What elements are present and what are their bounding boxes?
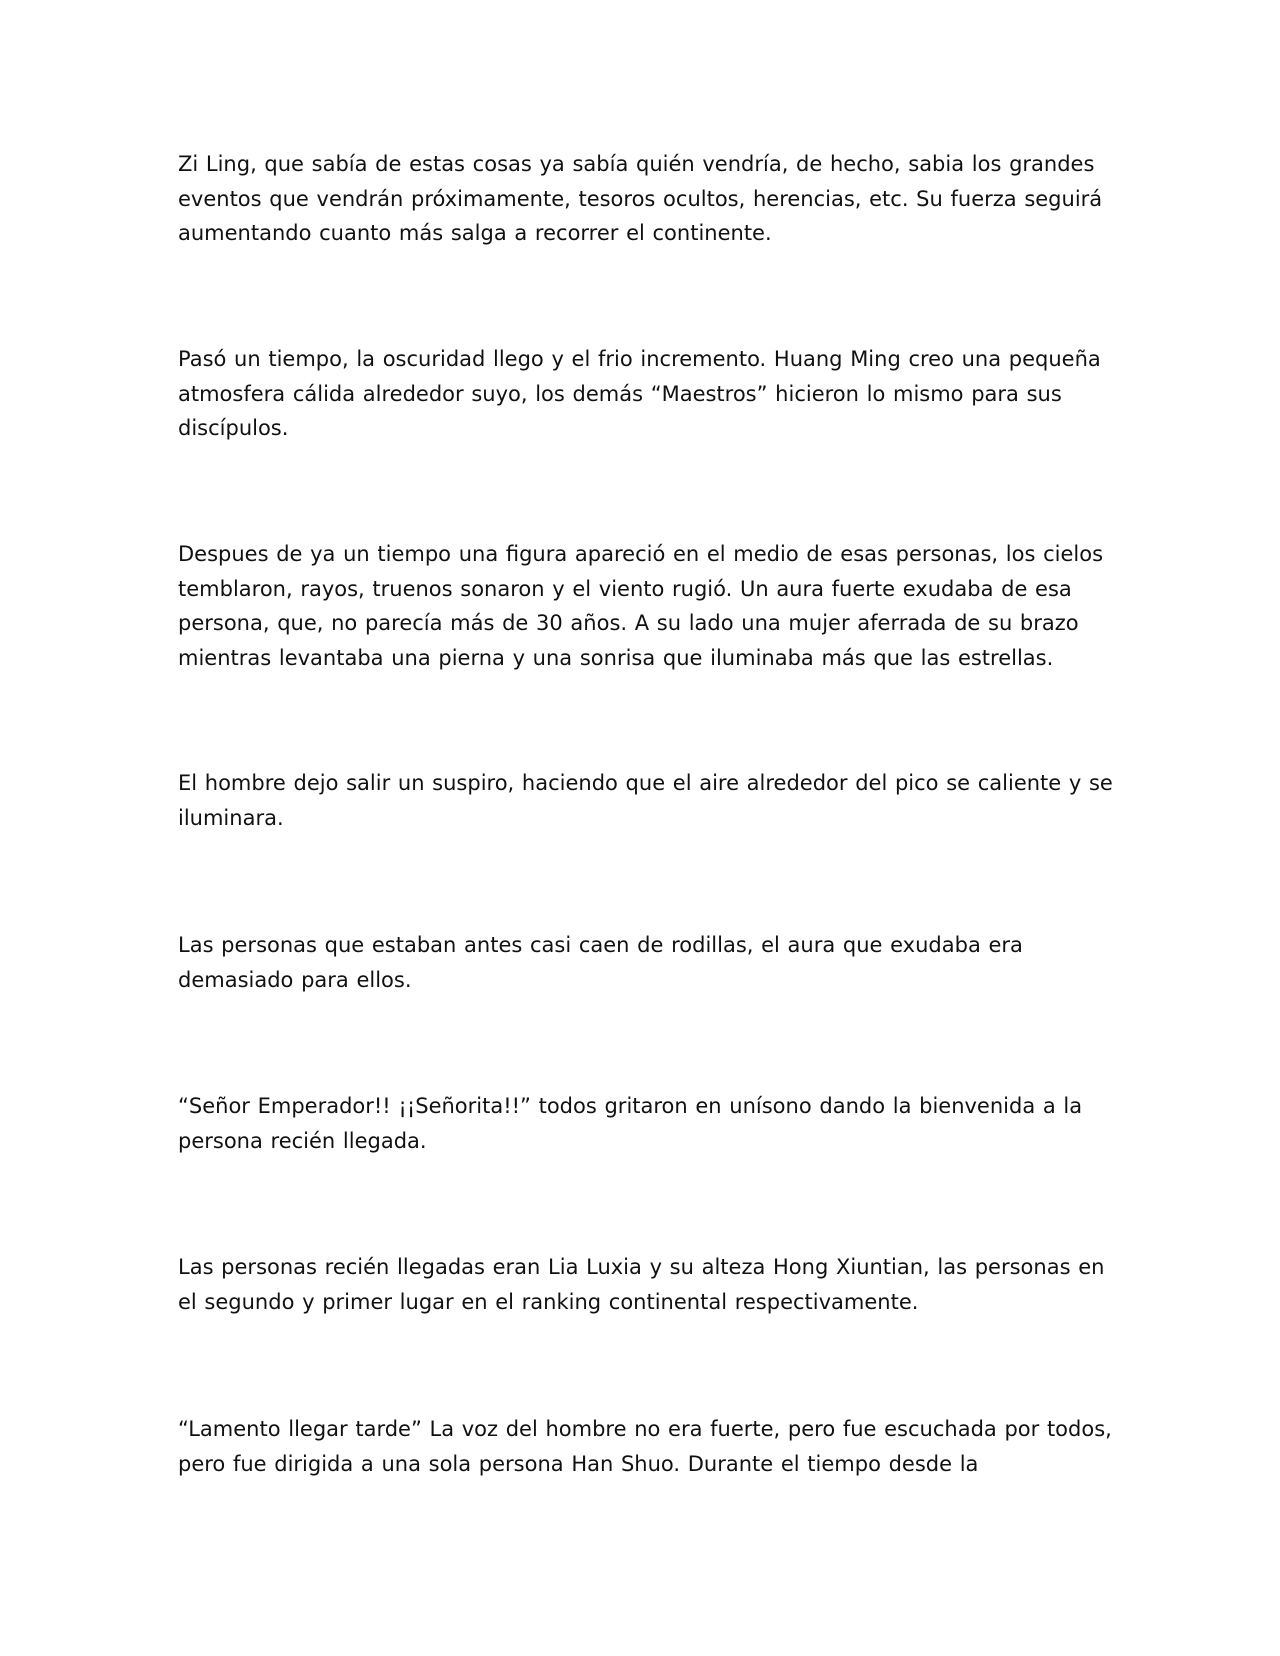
- paragraph: Pasó un tiempo, la oscuridad llego y el frio incremento. Huang Ming creo una pequeña atmosfera cálida alrededor suyo, los demás “Maestros” hicieron lo mismo para sus discípulos.: [178, 347, 1101, 440]
- paragraph: “Lamento llegar tarde” La voz del hombre no era fuerte, pero fue escuchada por todos, pero fue dirigida a una sola persona Han Shuo. Durante el tiempo desde la: [178, 1417, 1112, 1476]
- paragraph: Las personas recién llegadas eran Lia Luxia y su alteza Hong Xiuntian, las personas en el segundo y primer lugar en el ranking continental respectivamente.: [178, 1255, 1105, 1314]
- paragraph: Zi Ling, que sabía de estas cosas ya sabía quién vendría, de hecho, sabia los grandes eventos que vendrán próximamente, tesoros ocultos, herencias, etc. Su fuerza seguirá aumentando cuanto más salga a recorrer el continente.: [178, 152, 1103, 245]
- paragraph: “Señor Emperador!! ¡¡Señorita!!” todos gritaron en unísono dando la bienvenida a la persona recién llegada.: [178, 1094, 1083, 1153]
- paragraph: Despues de ya un tiempo una figura apareció en el medio de esas personas, los cielos temblaron, rayos, truenos sonaron y el viento rugió. Un aura fuerte exudaba de esa persona, que, no parecía más de 30 años. A su lado una mujer aferrada de su brazo mientras levantaba una pierna y una sonrisa que iluminaba más que las estrellas.: [178, 542, 1104, 670]
- paragraph: El hombre dejo salir un suspiro, haciendo que el aire alrededor del pico se caliente y se iluminara.: [178, 771, 1113, 830]
- paragraph: Las personas que estaban antes casi caen de rodillas, el aura que exudaba era demasiado para ellos.: [178, 933, 1023, 992]
